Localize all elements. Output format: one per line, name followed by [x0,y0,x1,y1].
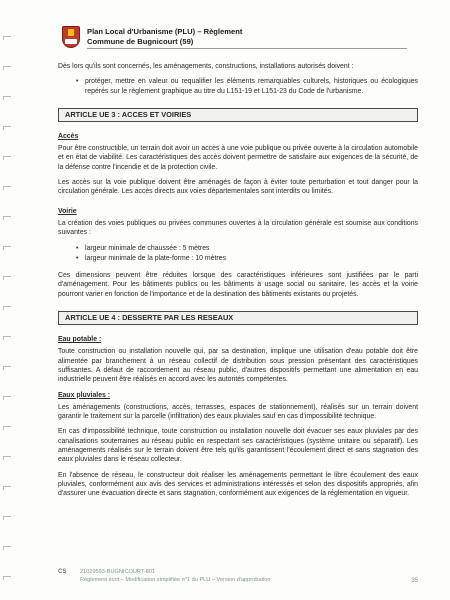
voirie-paragraph-2: Ces dimensions peuvent être réduites lorsque des caractéristiques inférieures sont justifiées par le parti d'aménagement. Pour les bâtiments publics ou les bâtiments à usage social ou sanitaire, les accès et la voirie pourront varier en fonction de l'importance et de la destination des bâtiments existants ou projetés. [58,272,418,298]
voirie-bullet-list [58,244,418,264]
intro-bullet: • protéger, mettre en valeur ou requalifier les éléments remarquables culturels, historiques ou écologiques repérés sur le règlement graphique au titre du L151-19 et L151-23 du Code de l'urbanisme. [85,77,418,96]
article-ue4-title: ARTICLE UE 4 : DESSERTE PAR LES RESEAUX [58,311,418,325]
voirie-bullet-plateforme: • largeur minimale de la plate-forme : 10 mètres [85,254,418,263]
voirie-paragraph-1: La création des voies publiques ou privées communes ouvertes à la circulation générale est soumise aux conditions suivantes : [58,219,418,237]
page-content [58,62,418,505]
municipal-crest-icon [62,26,80,48]
binding-marks [0,0,14,600]
intro-bullet-list [58,77,418,96]
document-subtitle: Commune de Bugnicourt (59) [87,37,194,46]
voirie-bullet-chaussee: • largeur minimale de chaussée : 5 mètres [85,244,418,253]
article-ue3-title: ARTICLE UE 3 : ACCES ET VOIRIES [58,108,418,122]
acces-paragraph-2: Les accès sur la voie publique doivent être aménagés de façon à éviter toute perturbation et tout danger pour la circulation générale. Les accès directs aux voies départementales sont interdits ou limités. [58,179,418,196]
eaux-pluviales-heading: Eaux pluviales : [58,391,111,399]
page-header [58,22,418,58]
intro-paragraph: Dès lors qu'ils sont concernés, les aménagements, constructions, installations autorisés doivent : [58,63,354,70]
acces-paragraph-1: Pour être constructible, un terrain doit avoir un accès à une voie publique ou privée ouverte à la circulation automobile et en état de viabilité. Les caractéristiques des accès doivent permettre de satisfaire aux exigences de la sécurité, de la défense contre l'incendie et de la protection civile. [58,145,418,171]
page-footer [58,567,418,593]
voirie-heading: Voirie [58,207,77,215]
header-divider [87,48,407,49]
document-title: Plan Local d'Urbanisme (PLU) – Règlement [87,27,243,36]
footer-logo: CS [58,569,67,575]
eau-potable-paragraph: Toute construction ou installation nouvelle qui, par sa destination, implique une utilisation d'eau potable doit être alimentée par branchement à un réseau collectif de distribution sous pression présentant des caractéristiques suffisantes. A défaut de raccordement au réseau public, d'autres dispositifs permettant une alimentation en eau industrielle peuvent être réalisés en accord avec les autorités compétentes. [58,348,418,384]
eau-potable-heading: Eau potable : [58,336,102,344]
acces-heading: Accès [58,132,79,140]
page-number: 35 [411,578,418,584]
footer-reference [80,569,271,584]
eaux-pluviales-paragraph-1: Les aménagements (constructions, accès, terrasses, espaces de stationnement), réalisés sur un terrain doivent garantir le traitement sur la parcelle (infiltration) des eaux pluviales sauf en cas d'impossibilité technique. [58,403,418,421]
eaux-pluviales-paragraph-2: En cas d'impossibilité technique, toute construction ou installation nouvelle doit évacuer ses eaux pluviales par des canalisations souterraines au réseau public en respectant ses caractéristiques (système unitaire ou séparatif). Les aménagements réalisés sur le terrain doivent être tels qu'ils garantissent l'écoulement direct et sans stagnation des eaux pluviales dans le réseau collecteur. [58,428,418,464]
eaux-pluviales-paragraph-3: En l'absence de réseau, le constructeur doit réaliser les aménagements permettant le libre écoulement des eaux pluviales, conformément aux avis des services et administrations intéressés et selon des dispositifs appropriés, afin d'assurer une évacuation directe et sans stagnation, conformément aux exigences de la réglementation en vigueur. [58,471,418,498]
footer-description: Règlement écrit – Modification simplifiée n°1 du PLU – Version d'approbation [80,576,271,583]
header-text [87,27,242,47]
footer-code: 21029593-BUGNICOURT-801 [80,569,156,575]
